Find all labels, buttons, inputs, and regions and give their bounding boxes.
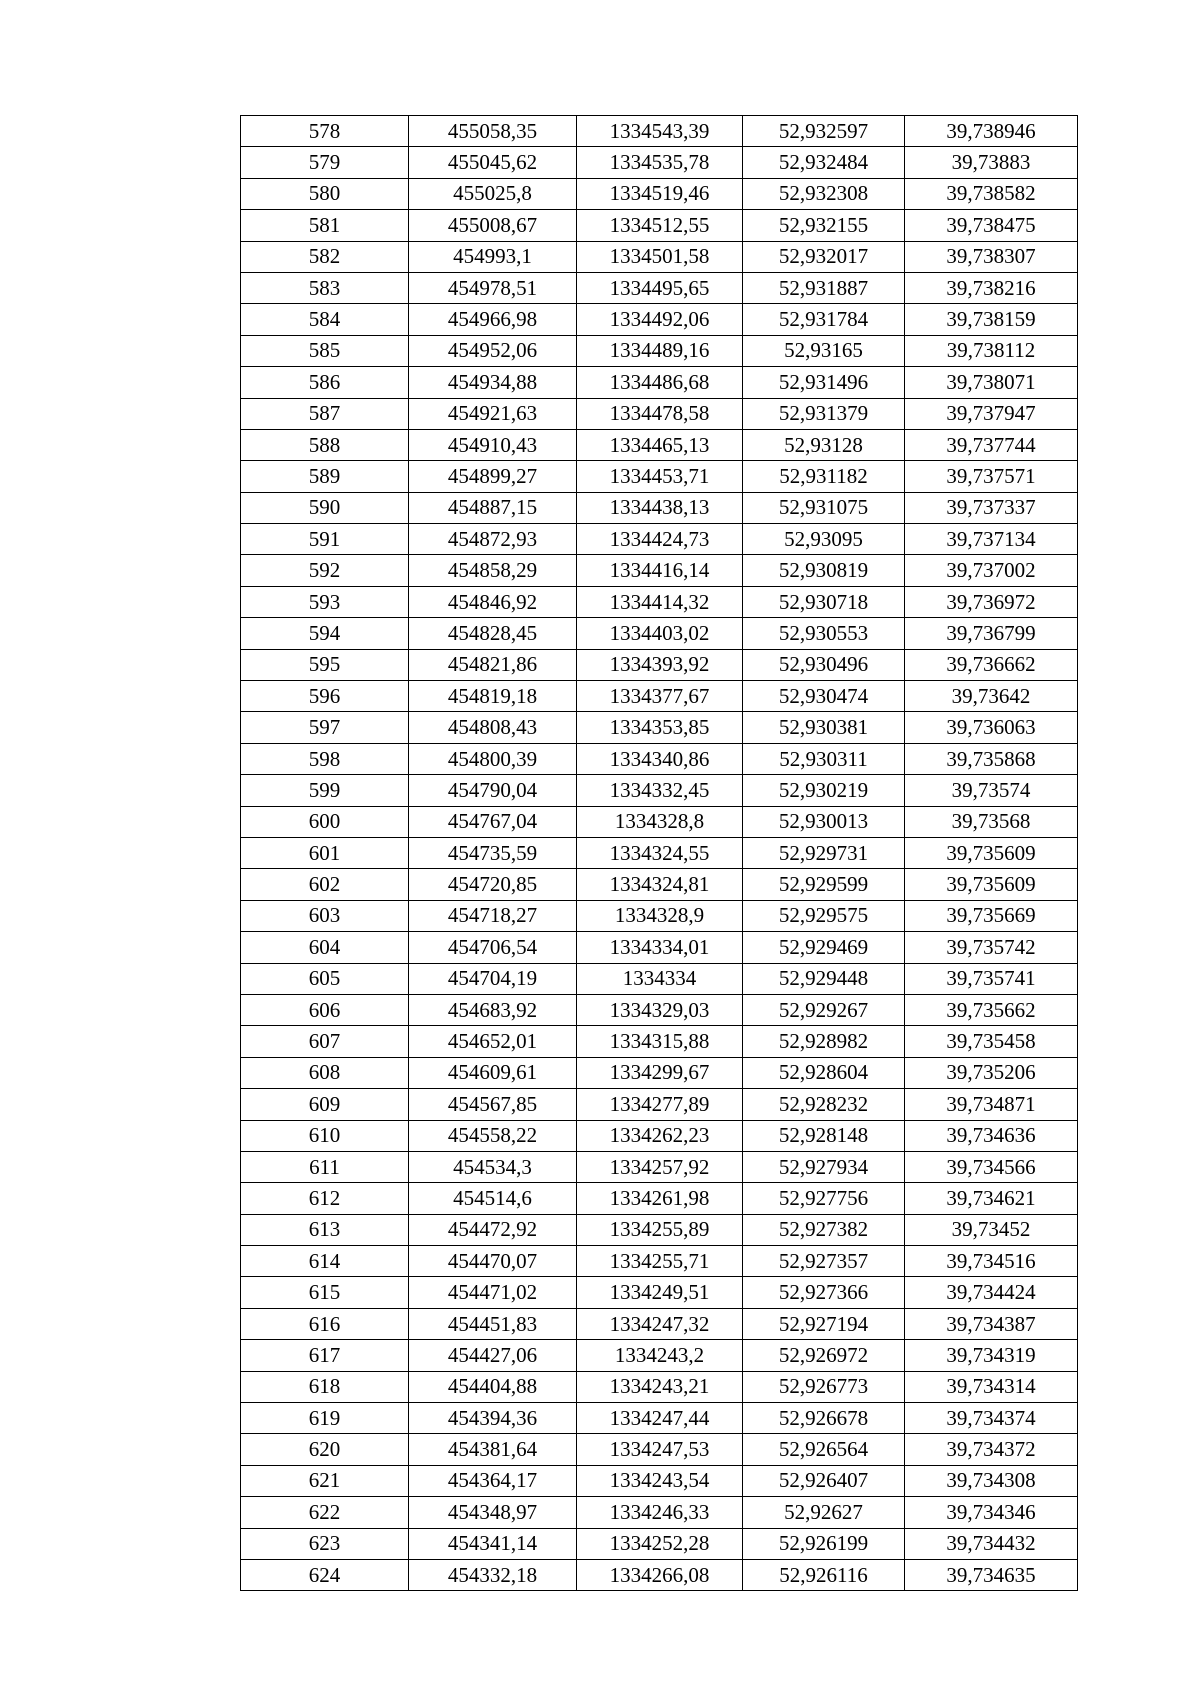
- coordinates-table: [240, 115, 1078, 1591]
- x-coordinate-cell: 454993,1: [409, 241, 577, 272]
- y-coordinate-cell: 1334243,54: [577, 1465, 743, 1496]
- table-row: [241, 900, 1078, 931]
- x-coordinate-cell: 454718,27: [409, 900, 577, 931]
- latitude-cell: 52,930219: [743, 775, 905, 806]
- point-number-cell: 597: [241, 712, 409, 743]
- point-number-cell: 615: [241, 1277, 409, 1308]
- y-coordinate-cell: 1334334,01: [577, 932, 743, 963]
- longitude-cell: 39,735609: [905, 837, 1078, 868]
- y-coordinate-cell: 1334255,71: [577, 1246, 743, 1277]
- latitude-cell: 52,927756: [743, 1183, 905, 1214]
- y-coordinate-cell: 1334543,39: [577, 116, 743, 147]
- x-coordinate-cell: 454471,02: [409, 1277, 577, 1308]
- x-coordinate-cell: 454683,92: [409, 994, 577, 1025]
- longitude-cell: 39,738071: [905, 367, 1078, 398]
- table-row: [241, 178, 1078, 209]
- latitude-cell: 52,929448: [743, 963, 905, 994]
- longitude-cell: 39,73452: [905, 1214, 1078, 1245]
- y-coordinate-cell: 1334512,55: [577, 210, 743, 241]
- longitude-cell: 39,738475: [905, 210, 1078, 241]
- point-number-cell: 592: [241, 555, 409, 586]
- latitude-cell: 52,931496: [743, 367, 905, 398]
- latitude-cell: 52,926678: [743, 1403, 905, 1434]
- latitude-cell: 52,926972: [743, 1340, 905, 1371]
- y-coordinate-cell: 1334489,16: [577, 335, 743, 366]
- latitude-cell: 52,929599: [743, 869, 905, 900]
- table-row: [241, 1120, 1078, 1151]
- point-number-cell: 590: [241, 492, 409, 523]
- y-coordinate-cell: 1334324,81: [577, 869, 743, 900]
- latitude-cell: 52,930474: [743, 681, 905, 712]
- latitude-cell: 52,927382: [743, 1214, 905, 1245]
- point-number-cell: 599: [241, 775, 409, 806]
- latitude-cell: 52,928148: [743, 1120, 905, 1151]
- longitude-cell: 39,736063: [905, 712, 1078, 743]
- x-coordinate-cell: 454921,63: [409, 398, 577, 429]
- longitude-cell: 39,734621: [905, 1183, 1078, 1214]
- y-coordinate-cell: 1334478,58: [577, 398, 743, 429]
- point-number-cell: 608: [241, 1057, 409, 1088]
- table-row: [241, 994, 1078, 1025]
- x-coordinate-cell: 454800,39: [409, 743, 577, 774]
- x-coordinate-cell: 454952,06: [409, 335, 577, 366]
- point-number-cell: 618: [241, 1371, 409, 1402]
- x-coordinate-cell: 454394,36: [409, 1403, 577, 1434]
- table-row: [241, 1089, 1078, 1120]
- longitude-cell: 39,734566: [905, 1151, 1078, 1182]
- x-coordinate-cell: 454472,92: [409, 1214, 577, 1245]
- latitude-cell: 52,930311: [743, 743, 905, 774]
- x-coordinate-cell: 454978,51: [409, 272, 577, 303]
- longitude-cell: 39,738159: [905, 304, 1078, 335]
- latitude-cell: 52,926116: [743, 1559, 905, 1590]
- table-row: [241, 1371, 1078, 1402]
- longitude-cell: 39,734387: [905, 1308, 1078, 1339]
- longitude-cell: 39,734308: [905, 1465, 1078, 1496]
- x-coordinate-cell: 454720,85: [409, 869, 577, 900]
- table-row: [241, 963, 1078, 994]
- table-row: [241, 429, 1078, 460]
- point-number-cell: 621: [241, 1465, 409, 1496]
- y-coordinate-cell: 1334247,53: [577, 1434, 743, 1465]
- point-number-cell: 581: [241, 210, 409, 241]
- latitude-cell: 52,928982: [743, 1026, 905, 1057]
- longitude-cell: 39,73883: [905, 147, 1078, 178]
- latitude-cell: 52,930819: [743, 555, 905, 586]
- point-number-cell: 617: [241, 1340, 409, 1371]
- x-coordinate-cell: 454514,6: [409, 1183, 577, 1214]
- point-number-cell: 602: [241, 869, 409, 900]
- y-coordinate-cell: 1334416,14: [577, 555, 743, 586]
- longitude-cell: 39,735741: [905, 963, 1078, 994]
- point-number-cell: 591: [241, 524, 409, 555]
- table-row: [241, 116, 1078, 147]
- longitude-cell: 39,734319: [905, 1340, 1078, 1371]
- point-number-cell: 589: [241, 461, 409, 492]
- latitude-cell: 52,926199: [743, 1528, 905, 1559]
- x-coordinate-cell: 454558,22: [409, 1120, 577, 1151]
- point-number-cell: 623: [241, 1528, 409, 1559]
- latitude-cell: 52,926564: [743, 1434, 905, 1465]
- table-row: [241, 524, 1078, 555]
- point-number-cell: 620: [241, 1434, 409, 1465]
- longitude-cell: 39,73574: [905, 775, 1078, 806]
- latitude-cell: 52,930553: [743, 618, 905, 649]
- longitude-cell: 39,736972: [905, 586, 1078, 617]
- longitude-cell: 39,73568: [905, 806, 1078, 837]
- y-coordinate-cell: 1334453,71: [577, 461, 743, 492]
- x-coordinate-cell: 454821,86: [409, 649, 577, 680]
- x-coordinate-cell: 454846,92: [409, 586, 577, 617]
- x-coordinate-cell: 454404,88: [409, 1371, 577, 1402]
- point-number-cell: 610: [241, 1120, 409, 1151]
- longitude-cell: 39,734636: [905, 1120, 1078, 1151]
- x-coordinate-cell: 454872,93: [409, 524, 577, 555]
- table-row: [241, 1340, 1078, 1371]
- longitude-cell: 39,736662: [905, 649, 1078, 680]
- point-number-cell: 579: [241, 147, 409, 178]
- x-coordinate-cell: 454934,88: [409, 367, 577, 398]
- table-row: [241, 1057, 1078, 1088]
- y-coordinate-cell: 1334340,86: [577, 743, 743, 774]
- longitude-cell: 39,734374: [905, 1403, 1078, 1434]
- y-coordinate-cell: 1334393,92: [577, 649, 743, 680]
- table-row: [241, 1497, 1078, 1528]
- point-number-cell: 600: [241, 806, 409, 837]
- table-row: [241, 743, 1078, 774]
- latitude-cell: 52,928604: [743, 1057, 905, 1088]
- table-row: [241, 1183, 1078, 1214]
- y-coordinate-cell: 1334243,21: [577, 1371, 743, 1402]
- x-coordinate-cell: 454910,43: [409, 429, 577, 460]
- table-row: [241, 618, 1078, 649]
- latitude-cell: 52,930381: [743, 712, 905, 743]
- x-coordinate-cell: 454790,04: [409, 775, 577, 806]
- latitude-cell: 52,928232: [743, 1089, 905, 1120]
- longitude-cell: 39,735868: [905, 743, 1078, 774]
- y-coordinate-cell: 1334315,88: [577, 1026, 743, 1057]
- y-coordinate-cell: 1334261,98: [577, 1183, 743, 1214]
- point-number-cell: 607: [241, 1026, 409, 1057]
- x-coordinate-cell: 454609,61: [409, 1057, 577, 1088]
- table-row: [241, 272, 1078, 303]
- x-coordinate-cell: 454348,97: [409, 1497, 577, 1528]
- latitude-cell: 52,931887: [743, 272, 905, 303]
- longitude-cell: 39,734432: [905, 1528, 1078, 1559]
- table-row: [241, 304, 1078, 335]
- y-coordinate-cell: 1334332,45: [577, 775, 743, 806]
- longitude-cell: 39,734516: [905, 1246, 1078, 1277]
- table-row: [241, 398, 1078, 429]
- x-coordinate-cell: 454767,04: [409, 806, 577, 837]
- latitude-cell: 52,93095: [743, 524, 905, 555]
- table-row: [241, 806, 1078, 837]
- longitude-cell: 39,737337: [905, 492, 1078, 523]
- table-row: [241, 1151, 1078, 1182]
- table-row: [241, 1559, 1078, 1590]
- longitude-cell: 39,734372: [905, 1434, 1078, 1465]
- latitude-cell: 52,926407: [743, 1465, 905, 1496]
- longitude-cell: 39,737744: [905, 429, 1078, 460]
- longitude-cell: 39,735206: [905, 1057, 1078, 1088]
- latitude-cell: 52,932597: [743, 116, 905, 147]
- y-coordinate-cell: 1334501,58: [577, 241, 743, 272]
- table-row: [241, 241, 1078, 272]
- latitude-cell: 52,927934: [743, 1151, 905, 1182]
- y-coordinate-cell: 1334492,06: [577, 304, 743, 335]
- point-number-cell: 588: [241, 429, 409, 460]
- table-row: [241, 712, 1078, 743]
- point-number-cell: 587: [241, 398, 409, 429]
- table-row: [241, 210, 1078, 241]
- table-row: [241, 555, 1078, 586]
- x-coordinate-cell: 454899,27: [409, 461, 577, 492]
- y-coordinate-cell: 1334328,9: [577, 900, 743, 931]
- longitude-cell: 39,735742: [905, 932, 1078, 963]
- table-row: [241, 1026, 1078, 1057]
- point-number-cell: 616: [241, 1308, 409, 1339]
- y-coordinate-cell: 1334328,8: [577, 806, 743, 837]
- longitude-cell: 39,737002: [905, 555, 1078, 586]
- y-coordinate-cell: 1334334: [577, 963, 743, 994]
- point-number-cell: 583: [241, 272, 409, 303]
- x-coordinate-cell: 454706,54: [409, 932, 577, 963]
- longitude-cell: 39,738307: [905, 241, 1078, 272]
- x-coordinate-cell: 455025,8: [409, 178, 577, 209]
- x-coordinate-cell: 454332,18: [409, 1559, 577, 1590]
- longitude-cell: 39,738216: [905, 272, 1078, 303]
- latitude-cell: 52,931182: [743, 461, 905, 492]
- y-coordinate-cell: 1334249,51: [577, 1277, 743, 1308]
- x-coordinate-cell: 454966,98: [409, 304, 577, 335]
- longitude-cell: 39,734346: [905, 1497, 1078, 1528]
- point-number-cell: 604: [241, 932, 409, 963]
- latitude-cell: 52,932017: [743, 241, 905, 272]
- x-coordinate-cell: 454470,07: [409, 1246, 577, 1277]
- y-coordinate-cell: 1334438,13: [577, 492, 743, 523]
- longitude-cell: 39,734314: [905, 1371, 1078, 1402]
- y-coordinate-cell: 1334299,67: [577, 1057, 743, 1088]
- table-row: [241, 335, 1078, 366]
- latitude-cell: 52,931075: [743, 492, 905, 523]
- longitude-cell: 39,737571: [905, 461, 1078, 492]
- y-coordinate-cell: 1334424,73: [577, 524, 743, 555]
- table-row: [241, 1434, 1078, 1465]
- latitude-cell: 52,931379: [743, 398, 905, 429]
- table-row: [241, 775, 1078, 806]
- x-coordinate-cell: 455008,67: [409, 210, 577, 241]
- point-number-cell: 606: [241, 994, 409, 1025]
- point-number-cell: 596: [241, 681, 409, 712]
- x-coordinate-cell: 454704,19: [409, 963, 577, 994]
- longitude-cell: 39,735662: [905, 994, 1078, 1025]
- y-coordinate-cell: 1334495,65: [577, 272, 743, 303]
- x-coordinate-cell: 454735,59: [409, 837, 577, 868]
- y-coordinate-cell: 1334252,28: [577, 1528, 743, 1559]
- y-coordinate-cell: 1334329,03: [577, 994, 743, 1025]
- table-row: [241, 147, 1078, 178]
- x-coordinate-cell: 454808,43: [409, 712, 577, 743]
- latitude-cell: 52,930496: [743, 649, 905, 680]
- table-row: [241, 869, 1078, 900]
- x-coordinate-cell: 454887,15: [409, 492, 577, 523]
- y-coordinate-cell: 1334414,32: [577, 586, 743, 617]
- point-number-cell: 609: [241, 1089, 409, 1120]
- x-coordinate-cell: 454858,29: [409, 555, 577, 586]
- latitude-cell: 52,930718: [743, 586, 905, 617]
- x-coordinate-cell: 454381,64: [409, 1434, 577, 1465]
- latitude-cell: 52,927194: [743, 1308, 905, 1339]
- x-coordinate-cell: 455045,62: [409, 147, 577, 178]
- x-coordinate-cell: 454451,83: [409, 1308, 577, 1339]
- x-coordinate-cell: 454534,3: [409, 1151, 577, 1182]
- point-number-cell: 624: [241, 1559, 409, 1590]
- x-coordinate-cell: 454427,06: [409, 1340, 577, 1371]
- point-number-cell: 613: [241, 1214, 409, 1245]
- table-row: [241, 649, 1078, 680]
- point-number-cell: 605: [241, 963, 409, 994]
- table-row: [241, 1246, 1078, 1277]
- x-coordinate-cell: 454828,45: [409, 618, 577, 649]
- y-coordinate-cell: 1334353,85: [577, 712, 743, 743]
- longitude-cell: 39,738582: [905, 178, 1078, 209]
- longitude-cell: 39,737947: [905, 398, 1078, 429]
- latitude-cell: 52,930013: [743, 806, 905, 837]
- latitude-cell: 52,932308: [743, 178, 905, 209]
- x-coordinate-cell: 454341,14: [409, 1528, 577, 1559]
- x-coordinate-cell: 454567,85: [409, 1089, 577, 1120]
- point-number-cell: 584: [241, 304, 409, 335]
- table-row: [241, 837, 1078, 868]
- longitude-cell: 39,736799: [905, 618, 1078, 649]
- latitude-cell: 52,929731: [743, 837, 905, 868]
- y-coordinate-cell: 1334255,89: [577, 1214, 743, 1245]
- table-row: [241, 461, 1078, 492]
- y-coordinate-cell: 1334486,68: [577, 367, 743, 398]
- x-coordinate-cell: 454652,01: [409, 1026, 577, 1057]
- longitude-cell: 39,735609: [905, 869, 1078, 900]
- point-number-cell: 619: [241, 1403, 409, 1434]
- point-number-cell: 586: [241, 367, 409, 398]
- table-row: [241, 1214, 1078, 1245]
- point-number-cell: 594: [241, 618, 409, 649]
- latitude-cell: 52,929575: [743, 900, 905, 931]
- latitude-cell: 52,926773: [743, 1371, 905, 1402]
- table-row: [241, 367, 1078, 398]
- table-row: [241, 492, 1078, 523]
- point-number-cell: 585: [241, 335, 409, 366]
- longitude-cell: 39,738946: [905, 116, 1078, 147]
- point-number-cell: 612: [241, 1183, 409, 1214]
- latitude-cell: 52,927357: [743, 1246, 905, 1277]
- table-row: [241, 681, 1078, 712]
- latitude-cell: 52,929267: [743, 994, 905, 1025]
- point-number-cell: 603: [241, 900, 409, 931]
- point-number-cell: 622: [241, 1497, 409, 1528]
- y-coordinate-cell: 1334247,32: [577, 1308, 743, 1339]
- point-number-cell: 582: [241, 241, 409, 272]
- y-coordinate-cell: 1334465,13: [577, 429, 743, 460]
- latitude-cell: 52,93128: [743, 429, 905, 460]
- x-coordinate-cell: 454364,17: [409, 1465, 577, 1496]
- y-coordinate-cell: 1334266,08: [577, 1559, 743, 1590]
- y-coordinate-cell: 1334246,33: [577, 1497, 743, 1528]
- y-coordinate-cell: 1334535,78: [577, 147, 743, 178]
- latitude-cell: 52,927366: [743, 1277, 905, 1308]
- y-coordinate-cell: 1334247,44: [577, 1403, 743, 1434]
- longitude-cell: 39,734424: [905, 1277, 1078, 1308]
- y-coordinate-cell: 1334243,2: [577, 1340, 743, 1371]
- longitude-cell: 39,734871: [905, 1089, 1078, 1120]
- latitude-cell: 52,932484: [743, 147, 905, 178]
- y-coordinate-cell: 1334519,46: [577, 178, 743, 209]
- latitude-cell: 52,932155: [743, 210, 905, 241]
- table-row: [241, 586, 1078, 617]
- y-coordinate-cell: 1334403,02: [577, 618, 743, 649]
- table-row: [241, 1528, 1078, 1559]
- latitude-cell: 52,931784: [743, 304, 905, 335]
- point-number-cell: 614: [241, 1246, 409, 1277]
- x-coordinate-cell: 454819,18: [409, 681, 577, 712]
- latitude-cell: 52,92627: [743, 1497, 905, 1528]
- point-number-cell: 593: [241, 586, 409, 617]
- x-coordinate-cell: 455058,35: [409, 116, 577, 147]
- y-coordinate-cell: 1334277,89: [577, 1089, 743, 1120]
- coordinates-table-body: [241, 116, 1078, 1591]
- point-number-cell: 580: [241, 178, 409, 209]
- table-row: [241, 1277, 1078, 1308]
- longitude-cell: 39,73642: [905, 681, 1078, 712]
- point-number-cell: 601: [241, 837, 409, 868]
- point-number-cell: 611: [241, 1151, 409, 1182]
- y-coordinate-cell: 1334257,92: [577, 1151, 743, 1182]
- longitude-cell: 39,735458: [905, 1026, 1078, 1057]
- y-coordinate-cell: 1334324,55: [577, 837, 743, 868]
- longitude-cell: 39,738112: [905, 335, 1078, 366]
- point-number-cell: 598: [241, 743, 409, 774]
- latitude-cell: 52,93165: [743, 335, 905, 366]
- table-row: [241, 1403, 1078, 1434]
- table-row: [241, 1465, 1078, 1496]
- table-row: [241, 1308, 1078, 1339]
- point-number-cell: 595: [241, 649, 409, 680]
- longitude-cell: 39,737134: [905, 524, 1078, 555]
- longitude-cell: 39,734635: [905, 1559, 1078, 1590]
- table-row: [241, 932, 1078, 963]
- y-coordinate-cell: 1334377,67: [577, 681, 743, 712]
- y-coordinate-cell: 1334262,23: [577, 1120, 743, 1151]
- latitude-cell: 52,929469: [743, 932, 905, 963]
- longitude-cell: 39,735669: [905, 900, 1078, 931]
- point-number-cell: 578: [241, 116, 409, 147]
